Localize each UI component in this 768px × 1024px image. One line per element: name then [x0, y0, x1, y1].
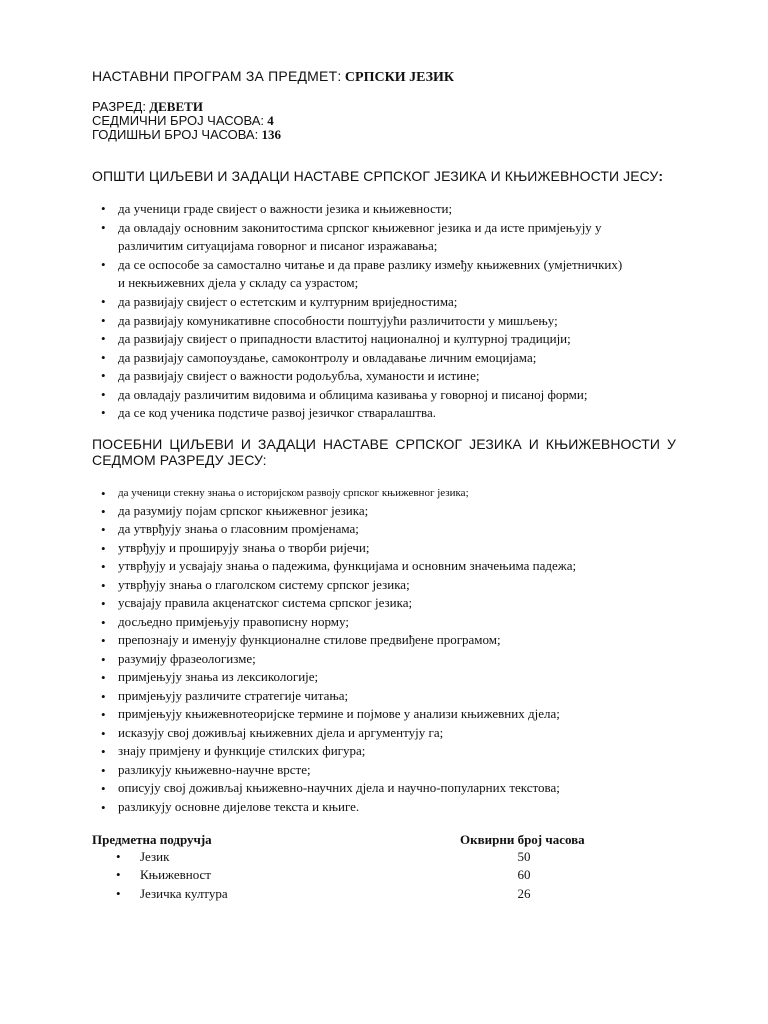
- hours-column-header: Оквирни број часова: [460, 832, 585, 847]
- special-goals-heading-line2: СЕДМОМ РАЗРЕДУ ЈЕСУ:: [92, 452, 267, 468]
- area-name: Књижевност: [140, 867, 211, 882]
- bullet-icon: •: [116, 849, 121, 864]
- weekly-hours-value: 4: [267, 113, 274, 128]
- bullet-icon: •: [101, 294, 106, 309]
- special-goal-item: разликују основне дијелове текста и књиге.: [118, 799, 360, 814]
- bullet-icon: •: [101, 726, 106, 741]
- special-goal-item: примјењују различите стратегије читања;: [118, 688, 349, 703]
- special-goal-item: препознају и именују функционалне стилове предвиђене програмом;: [118, 632, 501, 647]
- general-goals-heading-colon: :: [658, 168, 664, 184]
- areas-column-header: Предметна подручја: [92, 832, 212, 847]
- bullet-icon: •: [101, 744, 106, 759]
- special-goal-item: утврђују и усвајају знања о падежима, функцијама и основним значењима падежа;: [118, 558, 577, 573]
- yearly-hours-value: 136: [261, 127, 281, 142]
- special-goals-heading-line1: ПОСЕБНИ ЦИЉЕВИ И ЗАДАЦИ НАСТАВЕ СРПСКОГ ЈЕЗИКА И КЊИЖЕВНОСТИ У: [92, 436, 676, 452]
- program-title: [92, 69, 454, 85]
- area-hours: 50: [517, 849, 531, 864]
- bullet-icon: •: [101, 522, 106, 537]
- bullet-icon: •: [101, 781, 106, 796]
- bullet-icon: •: [101, 707, 106, 722]
- bullet-icon: •: [101, 763, 106, 778]
- bullet-icon: •: [101, 201, 106, 216]
- special-goal-item: примјењују знања из лексикологије;: [118, 669, 319, 684]
- special-goal-item: примјењују књижевнотеоријске термине и појмове у анализи књижевних дјела;: [118, 706, 560, 721]
- special-goal-item: описују свој доживљај књижевно-научних дјела и научно-популарних текстова;: [118, 780, 560, 795]
- special-goal-item: разумију фразеологизме;: [118, 651, 256, 666]
- yearly-hours-label: ГОДИШЊИ БРОЈ ЧАСОВА:: [92, 127, 259, 142]
- special-goal-item: да утврђују знања о гласовним промјенама;: [118, 521, 359, 536]
- bullet-icon: •: [101, 541, 106, 556]
- bullet-icon: •: [101, 596, 106, 611]
- grade-line: [92, 99, 203, 114]
- bullet-icon: •: [101, 578, 106, 593]
- general-goal-item: да развијају свијест о важности родољубља, хуманости и истине;: [118, 368, 480, 383]
- bullet-icon: •: [101, 405, 106, 420]
- bullet-icon: •: [101, 257, 106, 272]
- general-goal-item: да овладају основним законитостима српског књижевног језика и да исте примјењују у различитим ситуацијама говорног и писаног изражавања;: [118, 220, 602, 253]
- area-name: Језичка култура: [140, 886, 228, 901]
- grade-label: РАЗРЕД:: [92, 99, 146, 114]
- bullet-icon: •: [101, 689, 106, 704]
- area-hours: 26: [517, 886, 531, 901]
- general-goal-item: да овладају различитим видовима и облицима казивања у говорној и писаној форми;: [118, 387, 588, 402]
- grade-value: ДЕВЕТИ: [149, 99, 203, 114]
- bullet-icon: •: [101, 220, 106, 235]
- program-title-subject: СРПСКИ ЈЕЗИК: [344, 70, 455, 85]
- bullet-icon: •: [116, 886, 121, 901]
- special-goal-item: знају примјену и функције стилских фигура;: [118, 743, 366, 758]
- bullet-icon: •: [101, 615, 106, 630]
- special-goal-item: досљедно примјењују правописну норму;: [118, 614, 349, 629]
- general-goal-item: да развијају свијест о припадности властитој националној и културној традицији;: [118, 331, 571, 346]
- general-goal-item: да се код ученика подстиче развој језичког стваралаштва.: [118, 405, 436, 420]
- general-goals-heading-text: ОПШТИ ЦИЉЕВИ И ЗАДАЦИ НАСТАВЕ СРПСКОГ ЈЕЗИКА И КЊИЖЕВНОСТИ ЈЕСУ: [92, 168, 659, 184]
- special-goal-item: да ученици стекну знања о историјском развоју српског књижевног језика;: [118, 487, 469, 499]
- special-goal-item: утврђују и проширују знања о творби ријечи;: [118, 540, 370, 555]
- general-goal-item: да развијају комуникативне способности поштујући различитости у мишљењу;: [118, 313, 558, 328]
- bullet-icon: •: [101, 486, 106, 501]
- bullet-icon: •: [101, 559, 106, 574]
- bullet-icon: •: [101, 313, 106, 328]
- bullet-icon: •: [101, 331, 106, 346]
- bullet-icon: •: [101, 350, 106, 365]
- special-goal-item: разликују књижевно-научне врсте;: [118, 762, 311, 777]
- bullet-icon: •: [101, 387, 106, 402]
- bullet-icon: •: [101, 504, 106, 519]
- weekly-hours-label: СЕДМИЧНИ БРОЈ ЧАСОВА:: [92, 113, 264, 128]
- weekly-hours-line: [92, 113, 274, 128]
- general-goal-item: да развијају свијест о естетским и културним вриједностима;: [118, 294, 458, 309]
- general-goal-item: да се оспособе за самостално читање и да праве разлику између књижевних (умјетничких) и некњижевних дјела у складу са узрастом;: [118, 257, 623, 290]
- program-title-prefix: НАСТАВНИ ПРОГРАМ ЗА ПРЕДМЕТ:: [92, 68, 342, 84]
- bullet-icon: •: [101, 633, 106, 648]
- bullet-icon: •: [101, 368, 106, 383]
- bullet-icon: •: [101, 670, 106, 685]
- area-name: Језик: [140, 849, 170, 864]
- general-goal-item: да развијају самопоуздање, самоконтролу и овладавање личним емоцијама;: [118, 350, 537, 365]
- special-goal-item: усвајају правила акценатског система српског језика;: [118, 595, 413, 610]
- bullet-icon: •: [101, 652, 106, 667]
- bullet-icon: •: [116, 867, 121, 882]
- special-goal-item: исказују свој доживљај књижевних дјела и аргументују га;: [118, 725, 444, 740]
- general-goals-heading: [92, 169, 663, 184]
- area-hours: 60: [517, 867, 531, 882]
- bullet-icon: •: [101, 800, 106, 815]
- special-goal-item: утврђују знања о глаголском систему српског језика;: [118, 577, 410, 592]
- yearly-hours-line: [92, 127, 281, 142]
- special-goal-item: да разумију појам српског књижевног језика;: [118, 503, 369, 518]
- general-goal-item: да ученици граде свијест о важности језика и књижевности;: [118, 201, 453, 216]
